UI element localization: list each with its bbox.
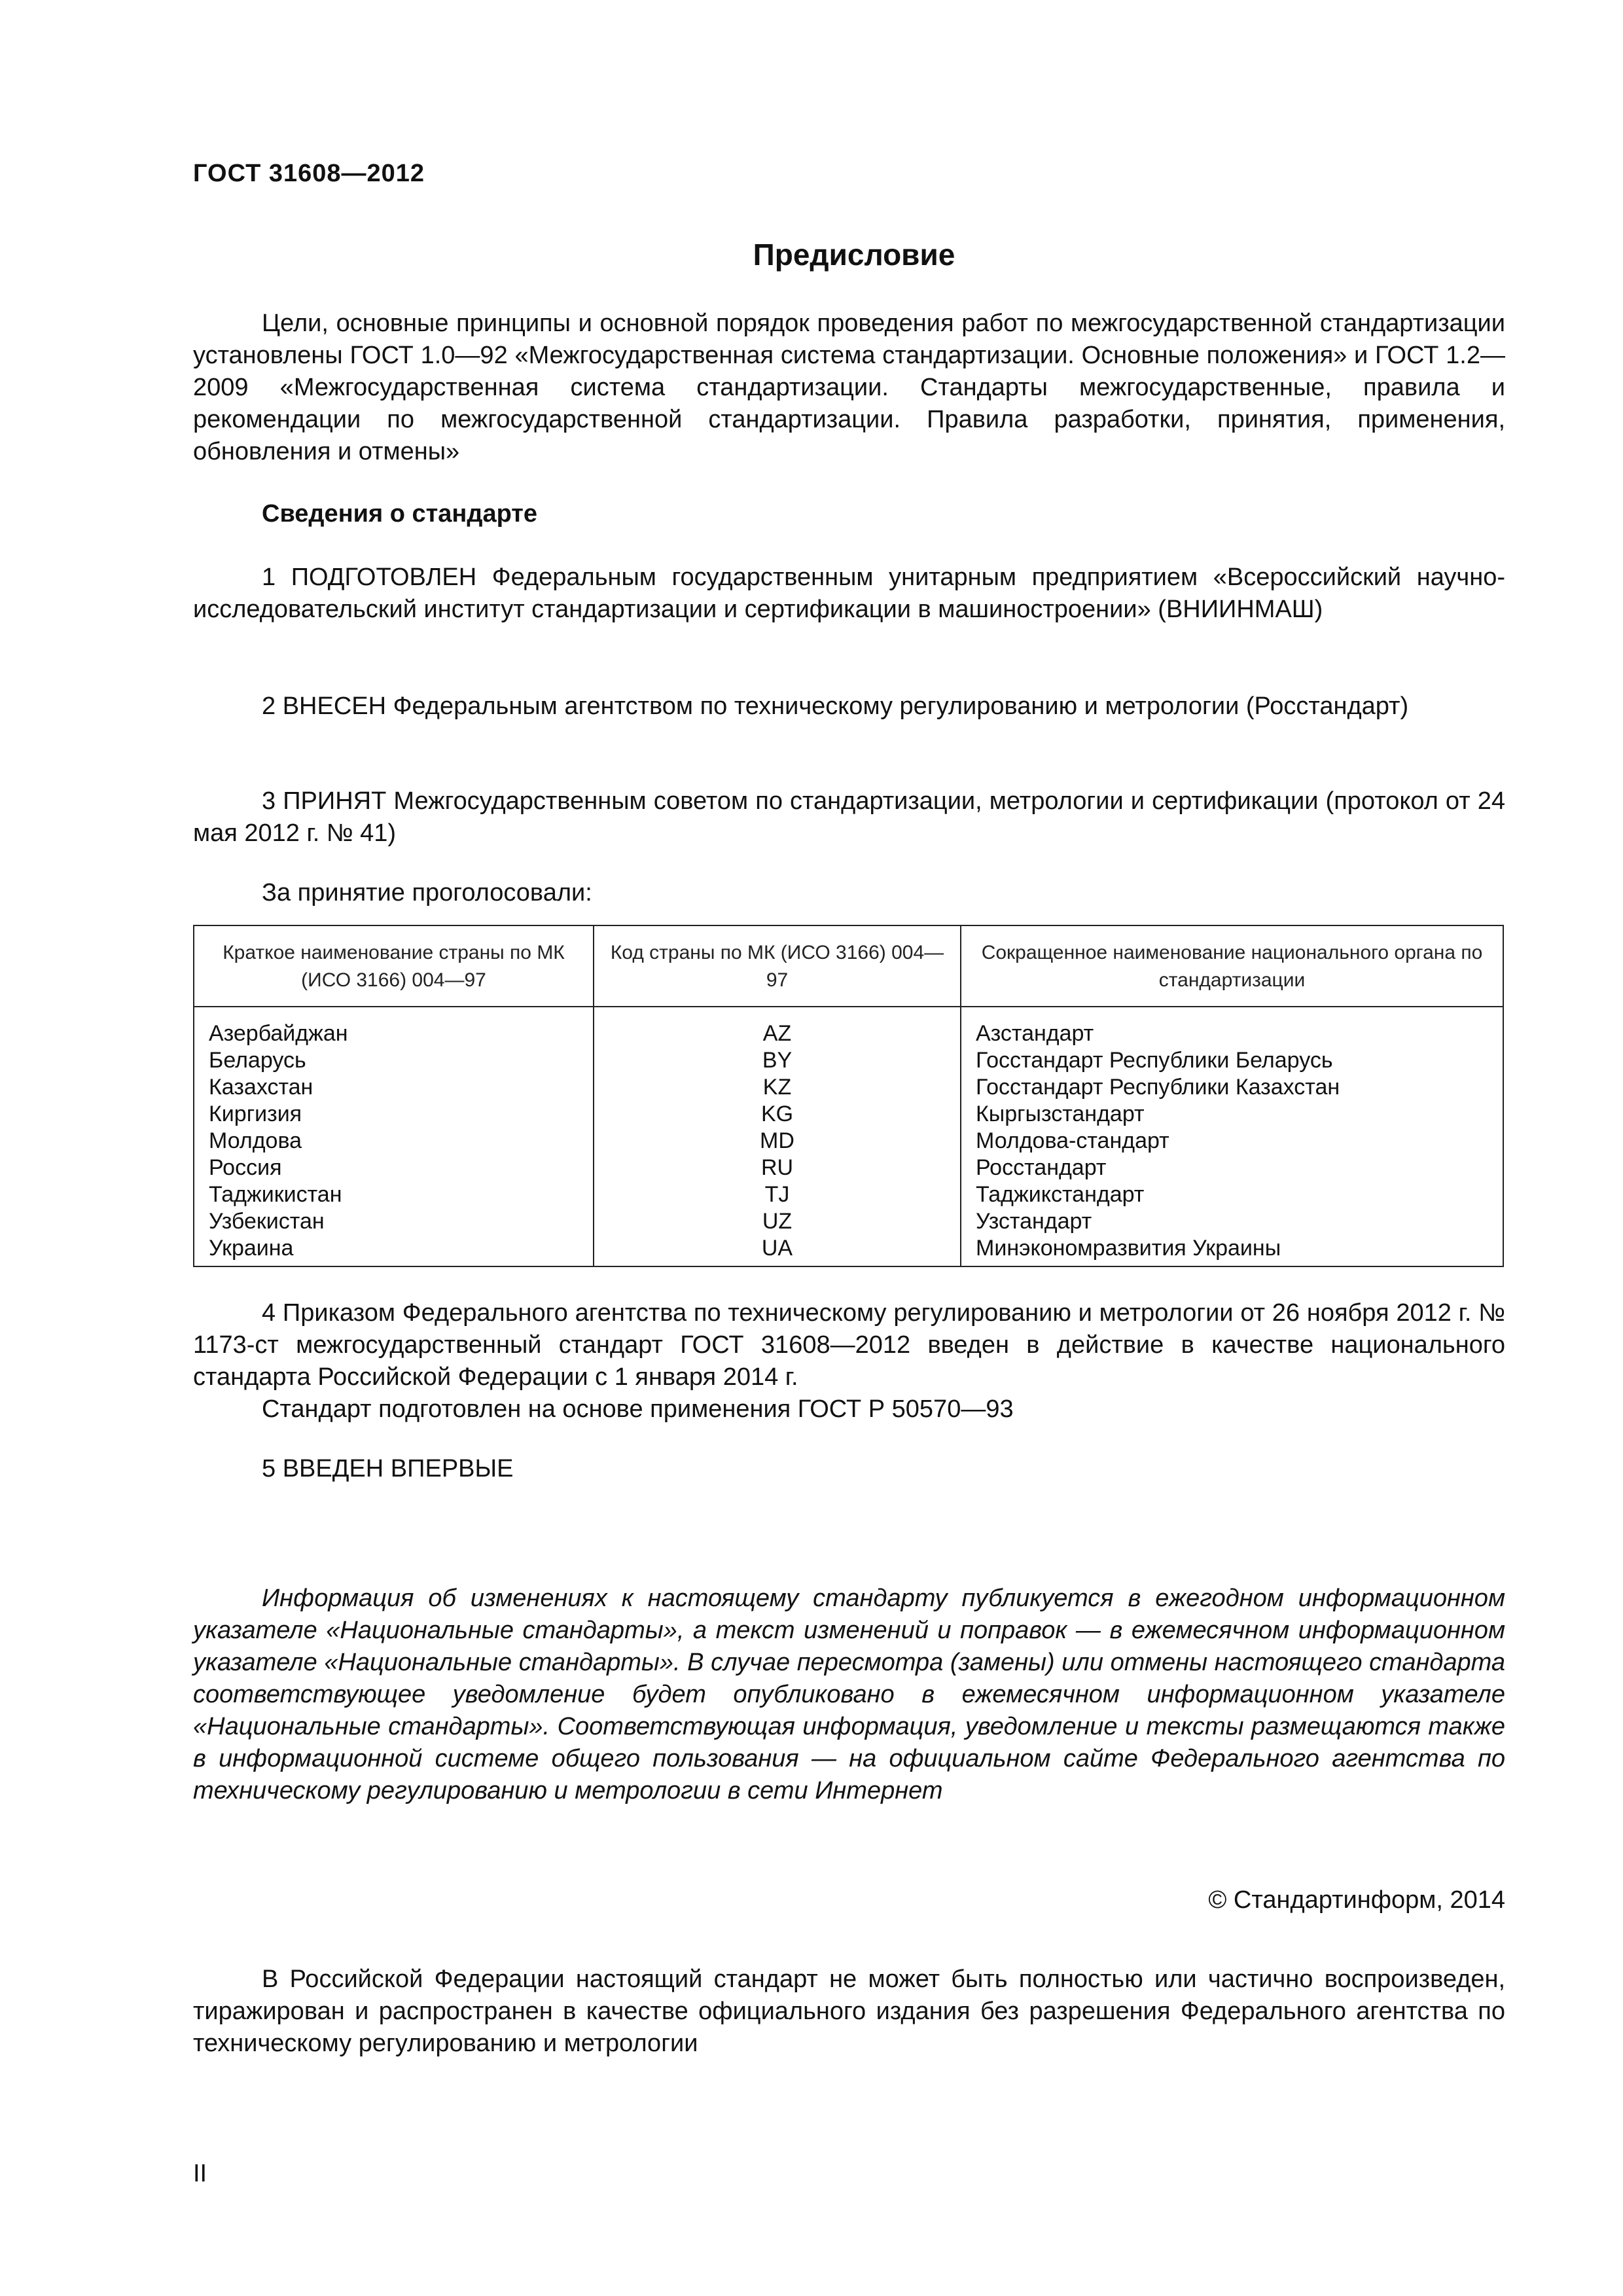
code-cell: KZ — [594, 1074, 961, 1101]
table-row — [194, 1128, 1503, 1155]
table-row — [194, 1074, 1503, 1101]
table-header-row — [194, 925, 1503, 1007]
country-cell: Украина — [194, 1235, 594, 1266]
code-cell: BY — [594, 1047, 961, 1074]
table-row — [194, 1155, 1503, 1181]
body-cell: Молдова-стандарт — [961, 1128, 1503, 1155]
code-cell: MD — [594, 1128, 961, 1155]
body-cell: Госстандарт Республики Казахстан — [961, 1074, 1503, 1101]
body-cell: Минэкономразвития Украины — [961, 1235, 1503, 1266]
code-cell: TJ — [594, 1181, 961, 1208]
body-cell: Таджикстандарт — [961, 1181, 1503, 1208]
country-cell: Казахстан — [194, 1074, 594, 1101]
item-2-paragraph: 2 ВНЕСЕН Федеральным агентством по техническому регулированию и метрологии (Росстандарт) — [262, 692, 1409, 720]
country-cell: Молдова — [194, 1128, 594, 1155]
item-1-paragraph: 1 ПОДГОТОВЛЕН Федеральным государственным унитарным предприятием «Всероссийский научно-исследовательский институт стандартизации и сертификации в машиностроении» (ВНИИНМАШ) — [193, 564, 1505, 623]
country-cell: Беларусь — [194, 1047, 594, 1074]
section-heading: Сведения о стандарте — [262, 500, 538, 528]
changes-notice: Информация об изменениях к настоящему стандарту публикуется в ежегодном информационном указателе «Национальные стандарты», а текст изменений и поправок — в ежемесячном информационном указателе «Национальные стандарты». В случае пересмотра (замены) или отмены настоящего стандарта соответствующее уведомление будет опубликовано в ежемесячном информационном указателе «Национальные стандарты». Соответствующая информация, уведомление и тексты размещаются также в информационной системе общего пользования — на официальном сайте Федерального агентства по техническому регулированию и метрологии в сети Интернет — [193, 1585, 1505, 1804]
country-cell: Узбекистан — [194, 1208, 594, 1235]
voting-countries-table — [193, 925, 1504, 1267]
body-cell: Узстандарт — [961, 1208, 1503, 1235]
country-cell: Таджикистан — [194, 1181, 594, 1208]
table-row — [194, 1101, 1503, 1128]
table-row — [194, 1235, 1503, 1266]
rights-paragraph: В Российской Федерации настоящий стандарт не может быть полностью или частично воспроизведен, тиражирован и распространен в качестве официального издания без разрешения Федерального агентства по техническому регулированию и метрологии — [193, 1965, 1505, 2057]
country-cell: Киргизия — [194, 1101, 594, 1128]
code-cell: RU — [594, 1155, 961, 1181]
code-cell: UZ — [594, 1208, 961, 1235]
standard-code: ГОСТ 31608—2012 — [193, 160, 425, 187]
table-row — [194, 1208, 1503, 1235]
code-cell: KG — [594, 1101, 961, 1128]
item-4-note: Стандарт подготовлен на основе применения ГОСТ Р 50570—93 — [262, 1395, 1014, 1423]
body-cell: Росстандарт — [961, 1155, 1503, 1181]
item-3-paragraph: 3 ПРИНЯТ Межгосударственным советом по стандартизации, метрологии и сертификации (протокол от 24 мая 2012 г. № 41) — [193, 787, 1505, 847]
copyright-line: © Стандартинформ, 2014 — [1208, 1886, 1505, 1914]
code-cell: UA — [594, 1235, 961, 1266]
country-cell: Азербайджан — [194, 1007, 594, 1047]
body-cell: Азстандарт — [961, 1007, 1503, 1047]
item-5-paragraph: 5 ВВЕДЕН ВПЕРВЫЕ — [262, 1455, 514, 1482]
voted-caption: За принятие проголосовали: — [262, 879, 592, 906]
body-cell: Госстандарт Республики Беларусь — [961, 1047, 1503, 1074]
page-title: Предисловие — [753, 238, 955, 272]
code-cell: AZ — [594, 1007, 961, 1047]
table-row — [194, 1007, 1503, 1047]
item-4-paragraph: 4 Приказом Федерального агентства по техническому регулированию и метрологии от 26 ноября 2012 г. № 1173-ст межгосударственный стандарт ГОСТ 31608—2012 введен в действие в качестве национального стандарта Российской Федерации с 1 января 2014 г. — [193, 1299, 1505, 1391]
page-number: II — [193, 2160, 207, 2187]
table-row — [194, 1047, 1503, 1074]
country-cell: Россия — [194, 1155, 594, 1181]
column-header-body: Сокращенное наименование национального органа по стандартизации — [961, 925, 1503, 1007]
column-header-country: Краткое наименование страны по МК (ИСО 3166) 004—97 — [194, 925, 594, 1007]
body-cell: Кыргызстандарт — [961, 1101, 1503, 1128]
column-header-code: Код страны по МК (ИСО 3166) 004—97 — [594, 925, 961, 1007]
intro-paragraph: Цели, основные принципы и основной порядок проведения работ по межгосударственной стандартизации установлены ГОСТ 1.0—92 «Межгосударственная система стандартизации. Основные положения» и ГОСТ 1.2—2009 «Межгосударственная система стандартизации. Стандарты межгосударственные, правила и рекомендации по межгосударственной стандартизации. Правила разработки, принятия, применения, обновления и отмены» — [193, 310, 1505, 465]
table-row — [194, 1181, 1503, 1208]
